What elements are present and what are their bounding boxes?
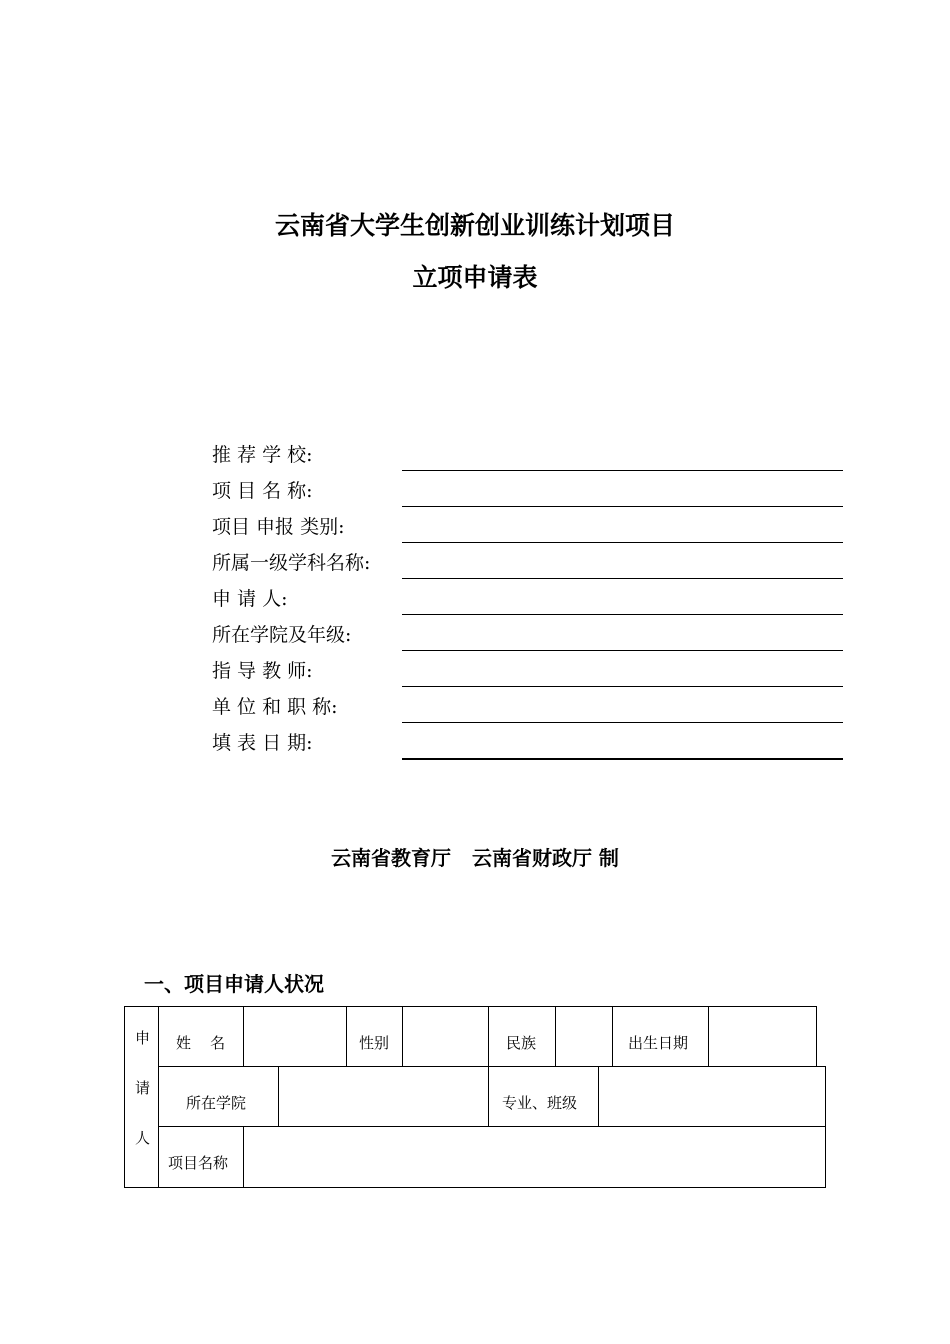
row-header-char: 人 [135, 1129, 151, 1147]
college-value-cell[interactable] [278, 1066, 489, 1127]
page-title-line2: 立项申请表 [412, 263, 538, 292]
ethnicity-label: 民族 [506, 1034, 537, 1052]
name-label: 姓 名 [176, 1034, 226, 1052]
field-underline[interactable] [402, 650, 843, 651]
field-underline[interactable] [402, 758, 843, 760]
field-label: 项目 申报 类别: [212, 516, 345, 538]
field-label: 推 荐 学 校: [212, 444, 313, 466]
field-underline[interactable] [402, 470, 843, 471]
field-underline[interactable] [402, 578, 843, 579]
issuer-line: 云南省教育厅 云南省财政厅 制 [331, 846, 619, 870]
cover-field-recommending-school [212, 441, 844, 477]
cover-field-project-category [212, 513, 844, 549]
gender-label: 性别 [359, 1034, 390, 1052]
field-label: 指 导 教 师: [212, 660, 313, 682]
field-underline[interactable] [402, 686, 843, 687]
cover-field-discipline [212, 549, 844, 585]
birth-value-cell[interactable] [708, 1006, 817, 1067]
row-header-char: 申 [135, 1029, 151, 1047]
field-label: 申 请 人: [212, 588, 288, 610]
field-label: 所属一级学科名称: [212, 552, 371, 574]
gender-value-cell[interactable] [402, 1006, 489, 1067]
name-value-cell[interactable] [243, 1006, 347, 1067]
field-label: 所在学院及年级: [212, 624, 352, 646]
section-title: 一、项目申请人状况 [144, 972, 324, 996]
field-underline[interactable] [402, 542, 843, 543]
project-label: 项目名称 [168, 1154, 229, 1172]
cover-field-project-name [212, 477, 844, 513]
college-label: 所在学院 [186, 1094, 247, 1112]
major-label: 专业、班级 [502, 1094, 578, 1112]
birth-label: 出生日期 [628, 1034, 689, 1052]
field-underline[interactable] [402, 722, 843, 723]
cover-field-fill-date [212, 729, 844, 765]
cover-field-applicant [212, 585, 844, 621]
field-label: 单 位 和 职 称: [212, 696, 338, 718]
page-title-line1: 云南省大学生创新创业训练计划项目 [274, 211, 675, 240]
row-header-char: 请 [135, 1079, 151, 1097]
cover-field-college-grade [212, 621, 844, 657]
field-label: 填 表 日 期: [212, 732, 313, 754]
field-label: 项 目 名 称: [212, 480, 313, 502]
ethnicity-value-cell[interactable] [555, 1006, 613, 1067]
field-underline[interactable] [402, 506, 843, 507]
cover-field-advisor [212, 657, 844, 693]
project-value-cell[interactable] [243, 1126, 826, 1188]
field-underline[interactable] [402, 614, 843, 615]
cover-field-unit-title [212, 693, 844, 729]
major-value-cell[interactable] [598, 1066, 826, 1127]
